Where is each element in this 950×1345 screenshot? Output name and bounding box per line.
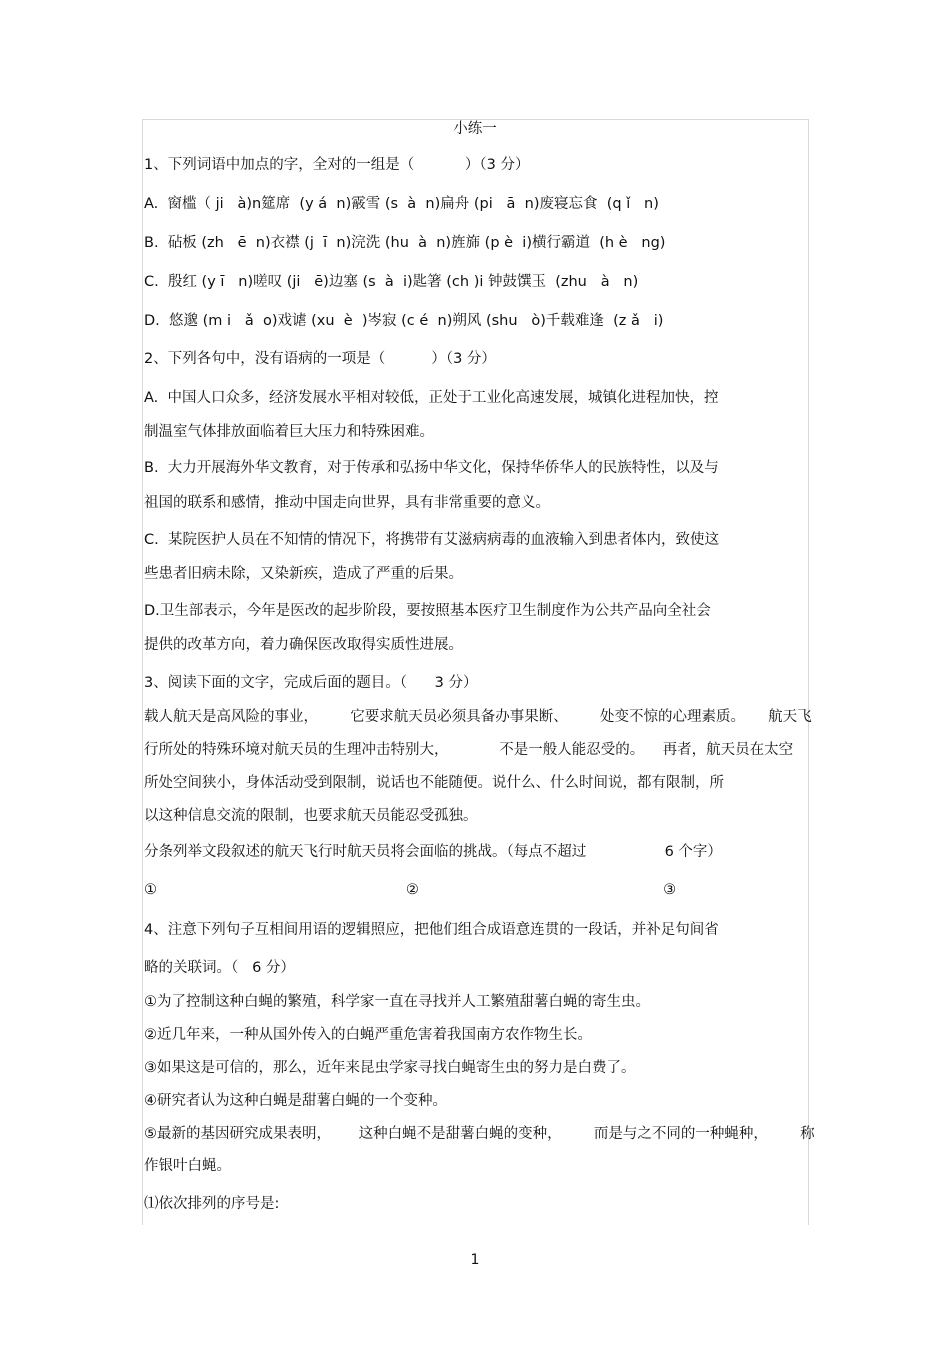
text-line: A. 中国人口众多，经济发展水平相对较低，正处于工业化高速发展，城镇化进程加快，控	[144, 390, 719, 406]
text-line: 1、下列词语中加点的字，全对的一组是（ ）（3 分）	[144, 157, 530, 173]
text-line: ⑴依次排列的序号是:	[144, 1196, 280, 1212]
text-line: 制温室气体排放面临着巨大压力和特殊困难。	[144, 424, 434, 440]
text-line: 2、下列各句中，没有语病的一项是（ ）（3 分）	[144, 351, 496, 367]
page-number: 1	[470, 1252, 480, 1268]
text-line: B. 大力开展海外华文教育，对于传承和弘扬中华文化，保持华侨华人的民族特性，以及与	[144, 460, 719, 476]
text-line: 所处空间狭小，身体活动受到限制，说话也不能随便。说什么、什么时间说，都有限制，所	[144, 775, 724, 791]
text-line: 4、注意下列句子互相间用语的逻辑照应，把他们组合成语意连贯的一段话，并补足句间省	[144, 922, 719, 938]
text-line: 祖国的联系和感情，推动中国走向世界，具有非常重要的意义。	[144, 495, 550, 511]
text-line: 载人航天是高风险的事业， 它要求航天员必须具备办事果断、 处变不惊的心理素质。 航天飞	[144, 709, 812, 725]
text-line: 分条列举文段叙述的航天飞行时航天员将会面临的挑战。（每点不超过 6 个字）	[144, 844, 722, 860]
text-line: 3、阅读下面的文字，完成后面的题目。（ 3 分）	[144, 675, 478, 691]
text-line: 略的关联词。（ 6 分）	[144, 960, 295, 976]
text-line: 以这种信息交流的限制，也要求航天员能忍受孤独。	[144, 808, 478, 824]
text-line: ④研究者认为这种白蝇是甜薯白蝇的一个变种。	[144, 1093, 447, 1109]
text-line: D. 悠邈 (m i ǎ o)戏谑 (xu è )岑寂 (c é n)朔风 (shu ò)千载难逢 (z ǎ i)	[144, 313, 664, 329]
text-line: ①为了控制这种白蝇的繁殖，科学家一直在寻找并人工繁殖甜薯白蝇的寄生虫。	[144, 994, 650, 1010]
text-line: C. 某院医护人员在不知情的情况下，将携带有艾滋病病毒的血液输入到患者体内，致使这	[144, 532, 719, 548]
text-line: A. 窗槛（ ji à)n筵席 (y á n)霰雪 (s à n)扁舟 (pi ā n)废寝忘食 (q ǐ n)	[144, 196, 659, 212]
text-line: 行所处的特殊环境对航天员的生理冲击特别大， 不是一般人能忍受的。 再者，航天员在太空	[144, 742, 794, 758]
text-line: ②近几年来，一种从国外传入的白蝇严重危害着我国南方农作物生长。	[144, 1027, 592, 1043]
text-line: D.卫生部表示，今年是医改的起步阶段，要按照基本医疗卫生制度作为公共产品向全社会	[144, 603, 711, 619]
text-line: 些患者旧病未除，又染新疾，造成了严重的后果。	[144, 566, 463, 582]
text-line: B. 砧板 (zh ē n)衣襟 (j ī n)浣洗 (hu à n)旌旆 (p è i)横行霸道 (h è ng)	[144, 235, 666, 251]
text-line: C. 殷红 (y ī n)嗟叹 (ji ē)边塞 (s à i)匙箸 (ch )i 钟鼓馔玉 (zhu à n)	[144, 274, 639, 290]
text-line: ① ② ③	[144, 882, 677, 898]
text-line: ③如果这是可信的，那么，近年来昆虫学家寻找白蝇寄生虫的努力是白费了。	[144, 1060, 636, 1076]
text-line: ⑤最新的基因研究成果表明， 这种白蝇不是甜薯白蝇的变种， 而是与之不同的一种蝇种， 称	[144, 1126, 815, 1142]
text-line: 提供的改革方向，着力确保医改取得实质性进展。	[144, 637, 463, 653]
page-title: 小练一	[453, 121, 497, 137]
text-line: 作银叶白蝇。	[144, 1158, 231, 1174]
